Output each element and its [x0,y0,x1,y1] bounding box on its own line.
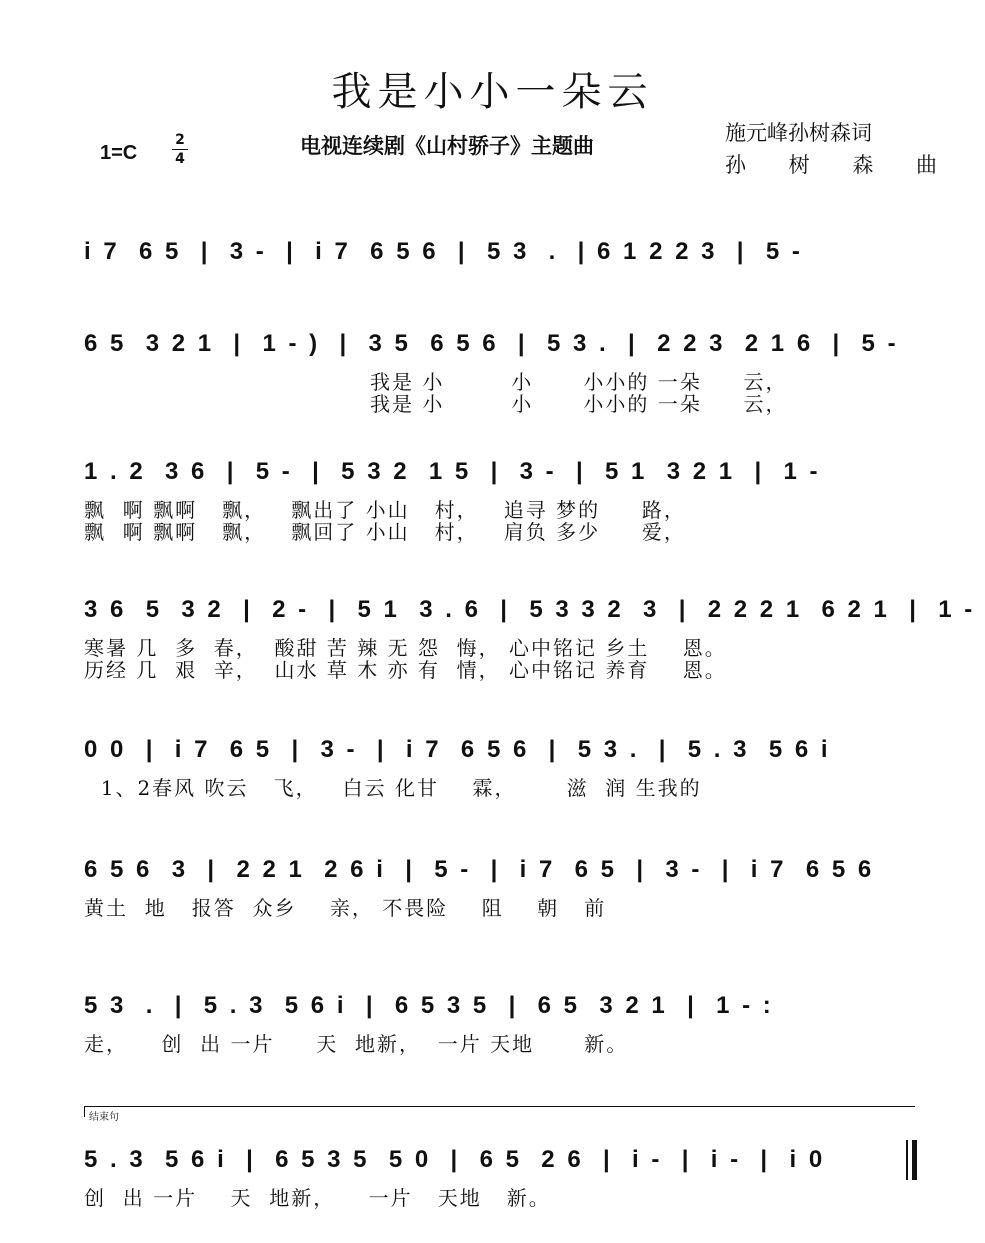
subtitle: 电视连续剧《山村骄子》主题曲 [300,134,594,158]
time-signature [172,132,188,167]
lyrics-ending: 创 出 一片 天 地新， 一片 天地 新。 [84,1186,551,1210]
lyricist: 施元峰孙树森词 [725,121,872,145]
key-signature: 1=C [100,142,138,164]
time-signature-bar [172,149,188,150]
lyrics-verse-1: 我是 小 小 小小的 一朵 云， [370,370,788,394]
lyrics-verse-2: 历经 几 艰 辛， 山水 草 木 亦 有 情， 心中铭记 养育 恩。 [84,658,727,682]
notation-line: 5 . 3 5 6 i | 6 5 3 5 5 0 | 6 5 2 6 | i - | i - | i 0 [84,1146,826,1173]
time-signature-bottom: 4 [175,151,185,167]
lyrics-verse-1: 寒暑 几 多 春， 酸甜 苦 辣 无 怨 悔， 心中铭记 乡土 恩。 [84,636,727,660]
notation-line: 6 5 3 2 1 | 1 - ) | 3 5 6 5 6 | 5 3 . | 2 2 3 2 1 6 | 5 - [84,330,899,357]
notation-line: i 7 6 5 | 3 - | i 7 6 5 6 | 5 3 . | 6 1 2 2 3 | 5 - [84,238,803,265]
notation-line: 5 3 . | 5 . 3 5 6 i | 6 5 3 5 | 6 5 3 2 1 | 1 - : [84,992,774,1019]
composer: 孙 树 森 曲 [725,153,956,177]
lyrics-chorus: 黄土 地 报答 众乡 亲， 不畏险 阻 朝 前 [84,896,607,920]
ending-label: 结束句 [89,1112,119,1123]
time-signature-top: 2 [175,132,185,148]
ending-bracket [84,1106,915,1123]
credits [725,117,955,181]
lyrics-verse-1: 飘 啊 飘啊 飘， 飘出了 小山 村， 追寻 梦的 路， [84,498,686,522]
lyrics-chorus: 1、2春风 吹云 飞， 白云 化甘 霖， 滋 润 生我的 [84,776,702,800]
notation-line: 1 . 2 3 6 | 5 - | 5 3 2 1 5 | 3 - | 5 1 3 2 1 | 1 - [84,458,821,485]
notation-line: 0 0 | i 7 6 5 | 3 - | i 7 6 5 6 | 5 3 . | 5 . 3 5 6 i [84,736,831,763]
final-barline-thin [906,1140,908,1180]
lyrics-verse-2: 飘 啊 飘啊 飘， 飘回了 小山 村， 肩负 多少 爱， [84,520,686,544]
lyrics-chorus: 走， 创 出 一片 天 地新， 一片 天地 新。 [84,1032,629,1056]
final-barline-thick [912,1140,917,1180]
song-title: 我是小小一朵云 [331,69,654,115]
lyrics-verse-2: 我是 小 小 小小的 一朵 云， [370,392,788,416]
notation-line: 3 6 5 3 2 | 2 - | 5 1 3 . 6 | 5 3 3 2 3 | 2 2 2 1 6 2 1 | 1 - [84,596,976,623]
notation-line: 6 5 6 3 | 2 2 1 2 6 i | 5 - | i 7 6 5 | 3 - | i 7 6 5 6 [84,856,875,883]
